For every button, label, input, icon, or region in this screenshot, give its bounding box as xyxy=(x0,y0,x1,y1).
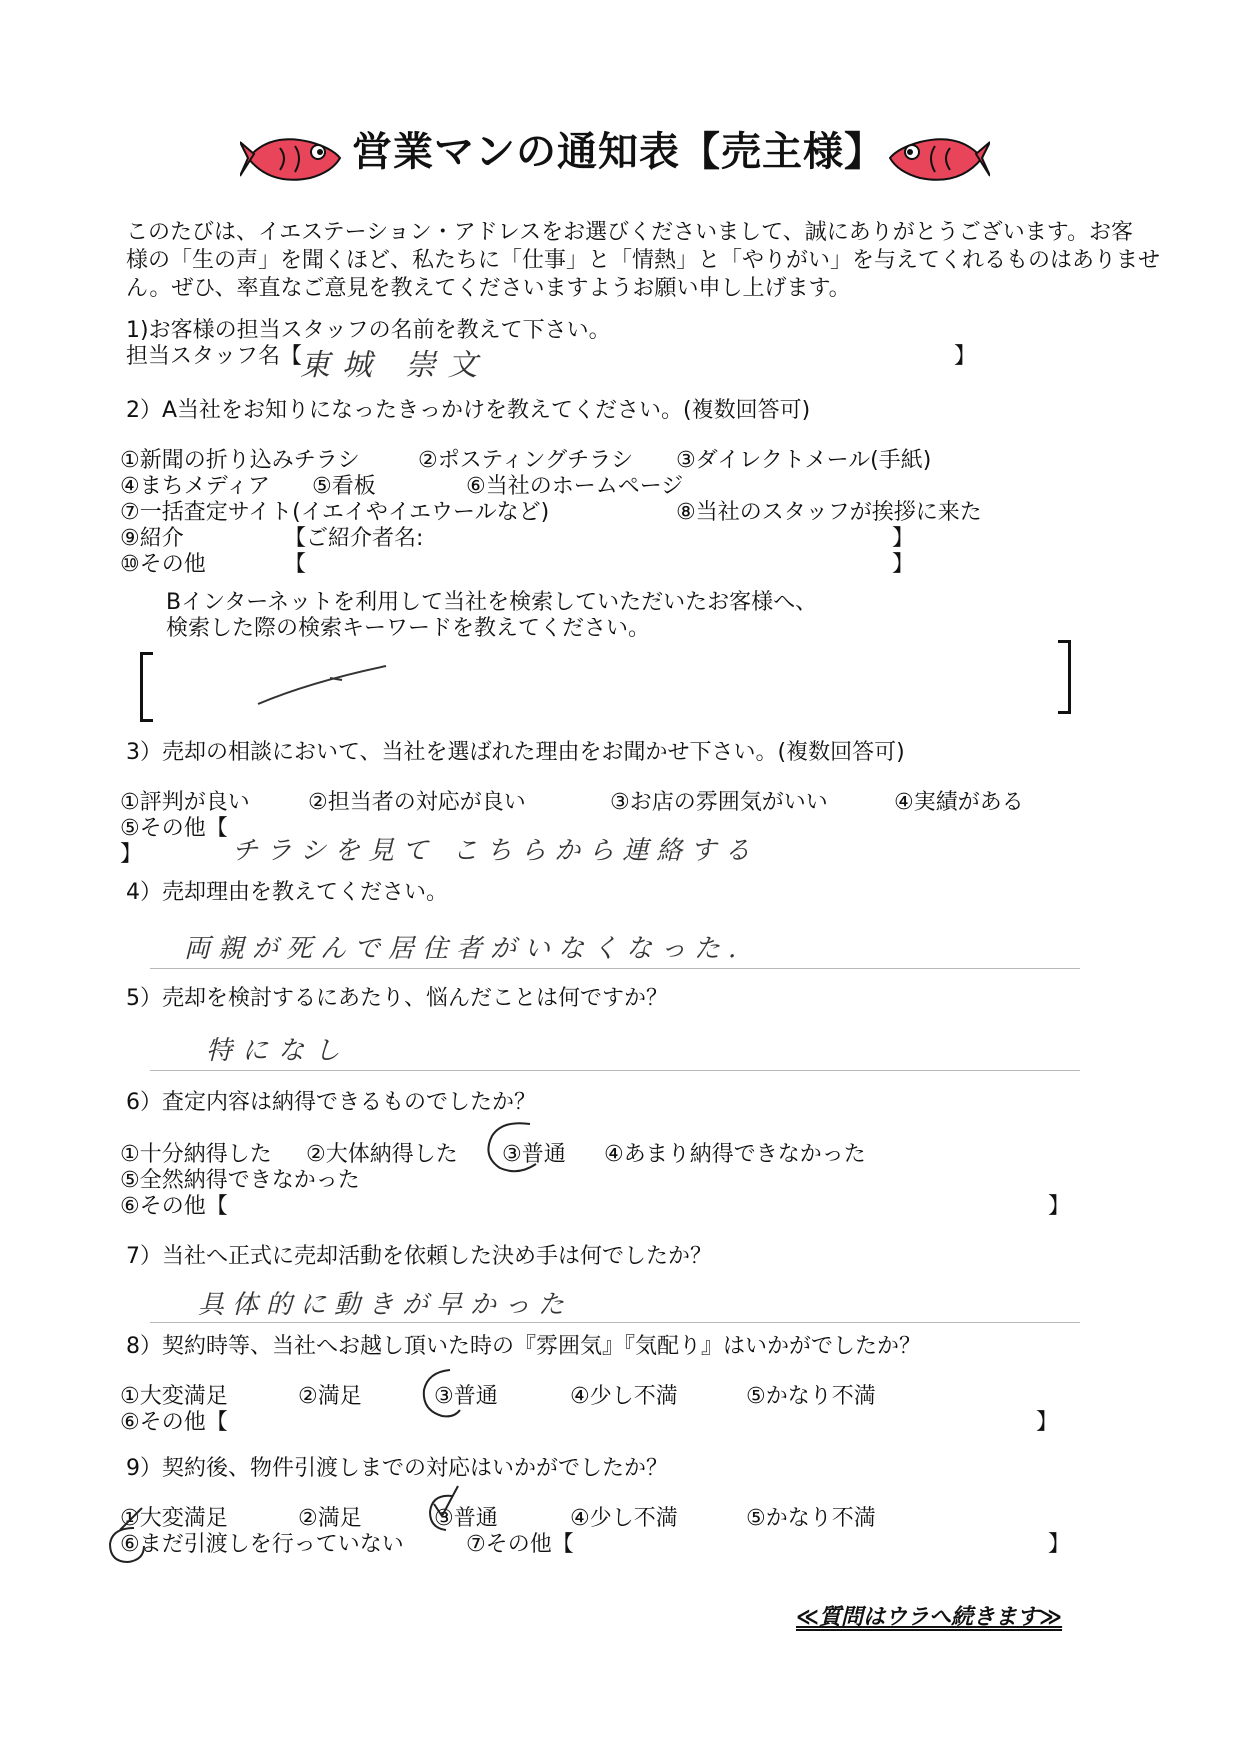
q2-opt9-close: 】 xyxy=(892,526,915,551)
q2-b-pen-stroke xyxy=(250,660,400,710)
q2-b-line-1: Bインターネットを利用して当社を検索していただいたお客様へ、 xyxy=(166,590,818,615)
q2-opt8: ⑧当社のスタッフが挨拶に来た xyxy=(676,500,982,525)
q2-opt3: ③ダイレクトメール(手紙) xyxy=(676,448,932,473)
q6-opt3: ③普通 xyxy=(502,1142,566,1167)
q3-answer: チラシを見て こちらから連絡する xyxy=(232,836,759,866)
q2-opt10-close: 】 xyxy=(892,552,915,577)
q9-opt4: ④少し不満 xyxy=(570,1506,678,1531)
q2-opt10: ⑩その他 xyxy=(120,552,206,577)
q6-close: 】 xyxy=(1048,1194,1071,1219)
q1-label: 担当スタッフ名【 xyxy=(126,344,303,369)
q8-selection-circle xyxy=(416,1366,466,1422)
q1-answer: 東城 崇文 xyxy=(300,348,490,383)
q7-answer: 具体的に動きが早かった xyxy=(198,1290,573,1320)
q5-answer: 特になし xyxy=(206,1036,351,1066)
q2-opt9-field: 【ご紹介者名: xyxy=(284,526,424,551)
q9-opt6: ⑥まだ引渡しを行っていない xyxy=(120,1532,404,1557)
q3-opt4: ④実績がある xyxy=(894,790,1024,815)
q2-opt6: ⑥当社のホームページ xyxy=(466,474,684,499)
q8-opt6: ⑥その他【 xyxy=(120,1410,228,1435)
q3-opt2: ②担当者の対応が良い xyxy=(308,790,526,815)
q4-answer: 両親が死んで居住者がいなくなった. xyxy=(184,934,745,964)
q6-question: 6）査定内容は納得できるものでしたか？ xyxy=(126,1090,536,1115)
q3-question: 3）売却の相談において、当社を選ばれた理由をお聞かせ下さい。(複数回答可) xyxy=(126,740,905,765)
q3-opt1: ①評判が良い xyxy=(120,790,250,815)
q9-question: 9）契約後、物件引渡しまでの対応はいかがでしたか？ xyxy=(126,1456,668,1481)
q8-question: 8）契約時等、当社へお越し頂いた時の『雰囲気』『気配り』はいかがでしたか？ xyxy=(126,1334,921,1359)
q2-question: 2）A当社をお知りになったきっかけを教えてください。(複数回答可) xyxy=(126,398,811,423)
q2-opt1: ①新聞の折り込みチラシ xyxy=(120,448,360,473)
q4-answer-rule xyxy=(150,968,1080,969)
q4-question: 4）売却理由を教えてください。 xyxy=(126,880,448,905)
fish-icon xyxy=(240,128,350,188)
q2-b-answer-bracket-left xyxy=(140,652,153,722)
q2-opt5: ⑤看板 xyxy=(312,474,376,499)
q6-opt4: ④あまり納得できなかった xyxy=(604,1142,866,1167)
q9-close: 】 xyxy=(1048,1532,1071,1557)
q6-selection-circle xyxy=(478,1118,552,1176)
q8-opt5: ⑤かなり不満 xyxy=(746,1384,876,1409)
footer-continued-note: ≪質問はウラへ続きます≫ xyxy=(796,1605,1063,1630)
q6-opt1: ①十分納得した xyxy=(120,1142,272,1167)
q8-close: 】 xyxy=(1036,1410,1059,1435)
q5-answer-rule xyxy=(150,1070,1080,1071)
q3-opt3: ③お店の雰囲気がいい xyxy=(610,790,828,815)
q6-opt5: ⑤全然納得できなかった xyxy=(120,1168,360,1193)
q8-opt2: ②満足 xyxy=(298,1384,362,1409)
q9-opt5: ⑤かなり不満 xyxy=(746,1506,876,1531)
q2-opt4: ④まちメディア xyxy=(120,474,270,499)
q2-opt9: ⑨紹介 xyxy=(120,526,184,551)
q8-opt3: ③普通 xyxy=(434,1384,498,1409)
intro-line-2: 様の「生の声」を聞くほど、私たちに「仕事」と「情熱」と「やりがい」を与えてくれるものはありませ xyxy=(126,248,1161,273)
q9-opt7: ⑦その他【 xyxy=(466,1532,574,1557)
q8-opt1: ①大変満足 xyxy=(120,1384,228,1409)
q1-question: 1)お客様の担当スタッフの名前を教えて下さい。 xyxy=(126,318,611,343)
q9-opt1-strike xyxy=(118,1506,146,1532)
intro-line-3: ん。ぜひ、率直なご意見を教えてくださいますようお願い申し上げます。 xyxy=(126,276,851,301)
intro-line-1: このたびは、イエステーション・アドレスをお選びくださいまして、誠にありがとうございます。お客 xyxy=(126,220,1133,245)
q3-close: 】 xyxy=(120,842,143,867)
q2-opt2: ②ポスティングチラシ xyxy=(418,448,634,473)
q6-opt6: ⑥その他【 xyxy=(120,1194,228,1219)
fish-logo-left xyxy=(240,128,350,188)
q2-b-answer-bracket-right xyxy=(1058,640,1071,714)
q9-opt2: ②満足 xyxy=(298,1506,362,1531)
q5-question: 5）売却を検討するにあたり、悩んだことは何ですか？ xyxy=(126,986,668,1011)
fish-icon xyxy=(880,128,990,188)
q2-opt10-field: 【 xyxy=(284,552,307,577)
q9-opt3: ③普通 xyxy=(434,1506,498,1531)
q6-opt2: ②大体納得した xyxy=(306,1142,458,1167)
q1-close: 】 xyxy=(954,344,977,369)
q7-answer-rule xyxy=(150,1322,1080,1323)
q8-opt4: ④少し不満 xyxy=(570,1384,678,1409)
q3-opt5: ⑤その他【 xyxy=(120,816,228,841)
q7-question: 7）当社へ正式に売却活動を依頼した決め手は何でしたか？ xyxy=(126,1244,712,1269)
q2-b-line-2: 検索した際の検索キーワードを教えてください。 xyxy=(166,616,651,641)
q9-selection-mark xyxy=(424,1484,464,1534)
page-title: 営業マンの通知表【売主様】 xyxy=(352,129,885,175)
fish-logo-right xyxy=(880,128,990,188)
q2-opt7: ⑦一括査定サイト(イエイやイエウールなど) xyxy=(120,500,550,525)
q9-opt1: ①大変満足 xyxy=(120,1506,228,1531)
